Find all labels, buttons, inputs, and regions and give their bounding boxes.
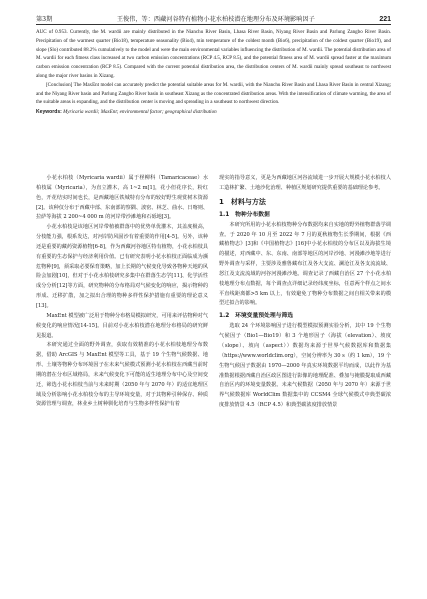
intro-paragraph-1: 小花水柏枝（Myricaria wardii）属于柽柳科（Tamaricaceae）水柏枝属（Myricaria），为直立灌木，高 1~2 m[1]，花小但花序长，粉红色，开花结实时间也长，是西藏地区铁城特有分布的较好野生观赏树木资源[2]。该种仅分布于西藏中部、东南部的察隅、波密、林芝、曲水、日喀则、拉萨等海拔 2 200~4 000 m 的河岸带沙滩地和石砾地[3]。 <box>36 175 208 221</box>
keywords-label: Keywords: <box>36 109 62 116</box>
intro-paragraph-3: MaxEnt 模型被广泛用于物种分布格局模拟研究，可用来评估物种对气候变化的响应情况[14-15]。目前对小花水柏枝潜在地理分布格局的研究鲜见报道。 <box>36 312 208 339</box>
abstract-conclusion: [Conclusion] The MaxEnt model can accurately predict the potential suitable areas for M. wardii, with the Nianchu River Basin and Lhasa River Basin in central Xizang; and the Niyang River basin and Parlung Zangbo River basin in southeast Xizang as the concentrated distribution areas. With the intensification of climate warming, the area of the suitable areas is expanding, and the distribution center is moving and spreading in a southeast to northwest direction. <box>36 81 391 106</box>
keywords-line <box>36 108 391 117</box>
environment-variables-paragraph: 选取 24 个环境影响因子进行模型模拟预测实验分析，其中 19 个生物气候因子（Bio1—Bio19）和 3 个地形因子（海拔（elevation）、坡度（slope）、坡向（aspect））数据均来源于世界气候数据库和数据集（https://www.worldclim.org），空间分辨率为 30 s（约 1 km），19 个生物气候因子数据由 1970—2000 年真实环境数据平均而成，以此作为基准数据根据西藏自治区政区图进行影像的地理配准、叠加与掩膜提取成西藏自治区内的环境变量数据。未来气候数据（2050 年与 2070 年）来源于世界气候数据库 WorldClim 数据集中的 CCSM4 全球气候模式中典型碳浓度排放情景 4.5（RCP 4.5）和典型碳浓度排放情景 <box>219 323 391 409</box>
subsection-heading-species-data: 1.1 物种分布数据 <box>219 211 270 218</box>
left-column <box>36 174 208 410</box>
intro-paragraph-4: 本研究通过全面的野外调查，获取有效精准的小花水柏枝地理分布数据，借助 ArcGIS 与 MaxEnt 模型等工具，基于 19 个生物气候数据、地形、土壤等物种分布环境因子在未来气候模式预测小花水柏枝在西藏当前时期的潜在分布区域格局，未来气候变化下可能的适生地理分布中心及空间变迁，筛选小花水柏枝当前与未来时期（2050 年与 2070 年）的适宜地理区域及分析影响小花水柏枝分布的主导环境变量，对于其物种引种保存、种质资源管理与调查，林业乡土树种驯化培育与生物多样性保护有着 <box>36 342 208 408</box>
intro-paragraph-2: 小花水柏枝是该地区河岸带植被群落中的优势单优灌木，其盖度极高，分枝能力强，根系发达，对河岸防风固沙有着重要的作用[4-5]。另外，该种还是重要的藏药资源植物[6-8]，作为西藏河谷地区特有植物，小花水柏枝具有重要的生态保护与经济利用价值。已有研究表明小花水柏枝正面临成为濒危物种[9]，须采取必要保育策略，加上长期的气候变化导致各物种天地的风险会加剧[10]，但对于小花水柏枝研究多集中在群落生态学[11]、化学活性成分分析[12]等方面，研究物种的分布格局对气候变化的响应，揭示物种的形成、迁移扩散，加之拟出合理的物种多样性保护措施有重要的理论意义[13]。 <box>36 224 208 309</box>
subsection-heading-environment-variables: 1.2 环境变量预处理与筛选 <box>219 313 294 320</box>
section-heading-materials-methods: 1 材料与方法 <box>219 197 266 206</box>
intro-paragraph-tail: 现实的指导意义，更是为西藏地区河谷流域进一步开展大规模小花水柏枝人工造林扩繁、土地沙化治理、种植区规划研究提供重要的基础理论参考。 <box>219 175 391 191</box>
page-number: 221 <box>379 16 391 23</box>
english-abstract <box>36 28 391 117</box>
right-column <box>219 174 391 411</box>
running-header <box>36 9 391 25</box>
abstract-body: AUC of 0.953. Currently, the M. wardii are mainly distributed in the Nianchu River Basin, Lhasa River Basin, Niyang River Basin and Parlung Zangbo River Basin. Precipitation of the warmest quarter (Bio18), temperature seasonality (Bio4), min temperature of the coldest month (Bio6), precipitation of the coldest quarter (Bio19), and slope (Slo) contributed 88.2% cumulatively to the model and were the main environmental variables influencing the distribution of M. wardii. The potential distribution area of M. wardii for each fitness class increased at two carbon emission concentrations (RCP 4.5, RCP 8.5), and the potential fitness area of M. wardii spread faster at the maximum carbon emission concentration (RCP 8.5). Compared with the current potential distribution area, the distribution centers of M. wardii mainly spread southeast to northwest along the major river basins in Xizang. <box>36 29 391 79</box>
issue-label: 第3期 <box>36 16 53 23</box>
keywords-text: Myricaria wardii; MaxEnt; environmental factor; geographical distribution <box>63 109 217 116</box>
species-data-paragraph: 本研究所用的小花水柏枝物种分布数据均来自实地的野外植物群落学调查。于 2020 年 10 月至 2022 年 7 月的夏秋植物生长季期间，根据《西藏植物志》[3]和《中国植物志》[16]中小花水柏枝的分布区以及海拔生境的描述，对西藏中、东、东南、南部等地区的河岸沙地、河漫滩沙地等进行野外调查与采样，主要涉及雅鲁藏布江及各大支流、澜沧江及各支流流域、怒江及支流流域的河谷河漫滩沙地。调查记录了西藏自治区 27 个小花水柏枝地理分布点数据，每个调查点详细记录经纬度坐标，任意两个样点之间水平直线距离都>5 km 以上，有效避免了物种分布数据之间自相关带来的模型过拟合的影响。 <box>219 221 391 307</box>
running-title: 王俊伟，等：西藏河谷特有植物小花水柏枝潜在地理分布及环境影响因子 <box>116 16 315 23</box>
